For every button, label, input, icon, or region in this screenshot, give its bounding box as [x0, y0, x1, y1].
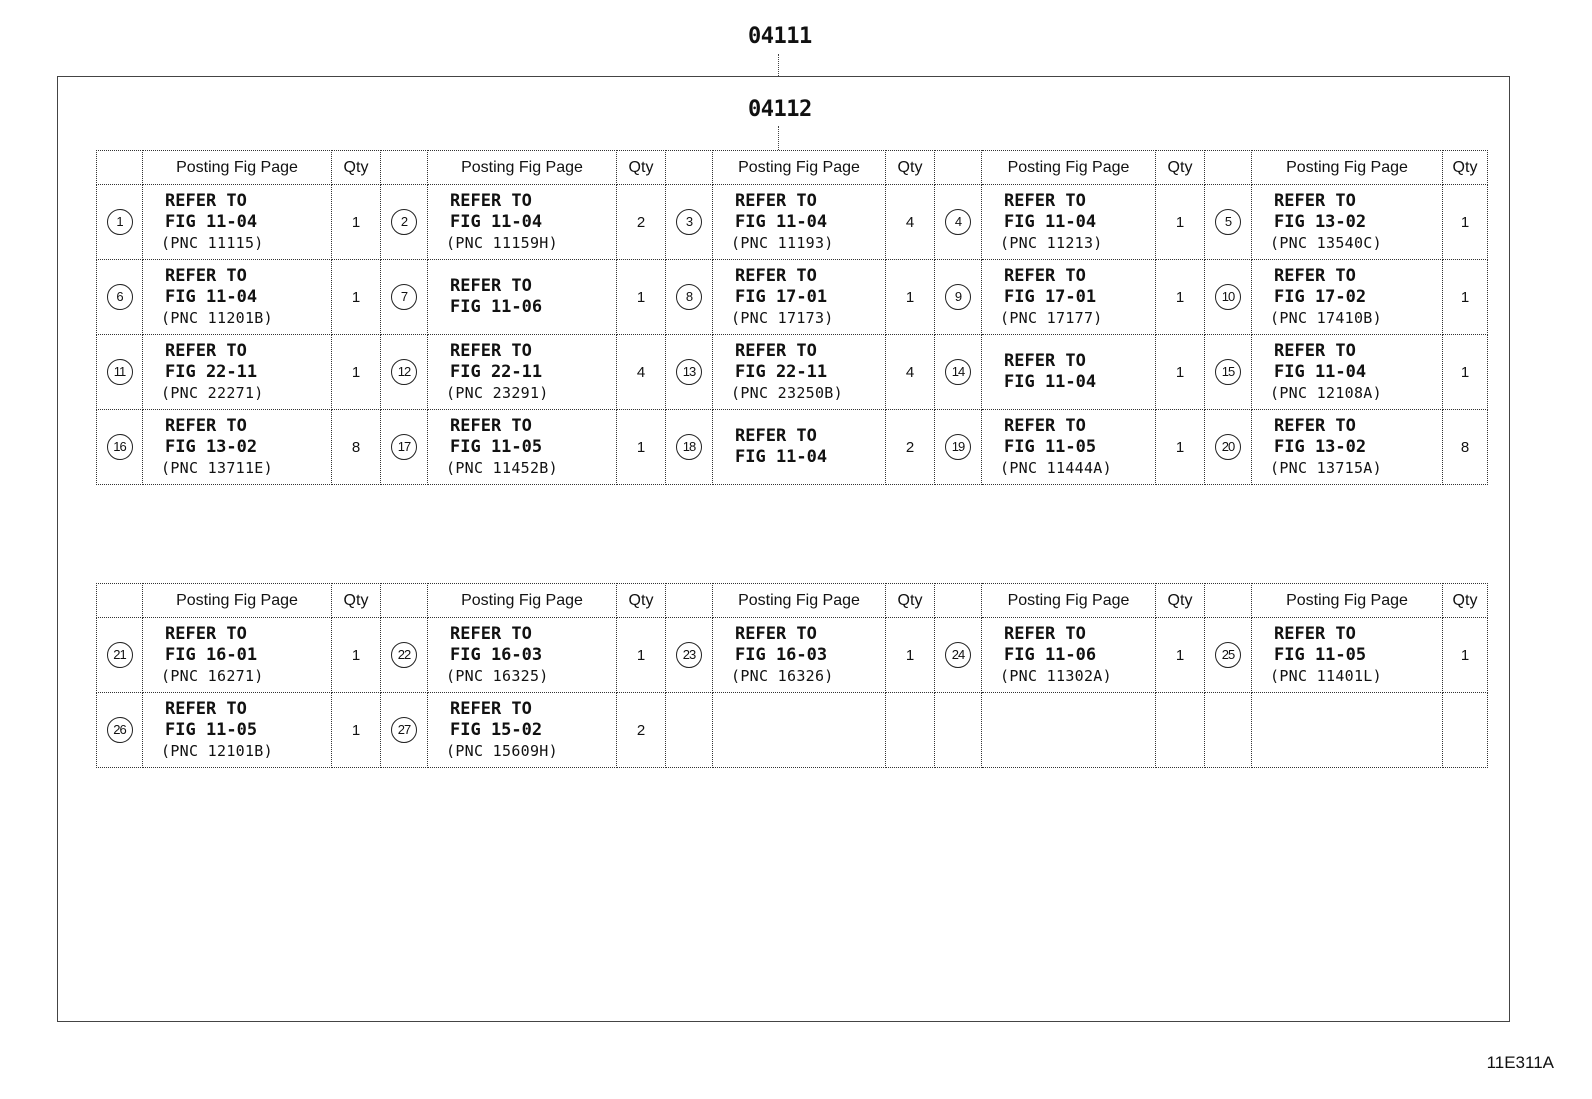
header-qty: Qty [1443, 151, 1488, 185]
reference-cell [143, 410, 332, 485]
quantity-value: 1 [1460, 288, 1470, 306]
table-row [97, 185, 1488, 260]
figure-reference: FIG 11-04 [1004, 211, 1097, 232]
figure-reference: FIG 11-05 [165, 719, 258, 740]
pnc-code: (PNC 11452B) [446, 458, 558, 477]
figure-reference: FIG 11-04 [735, 447, 828, 467]
qty-cell [1156, 693, 1205, 768]
header-posting-fig-page: Posting Fig Page [143, 151, 332, 185]
figure-reference: FIG 16-01 [165, 644, 258, 665]
refer-to-text: REFER TO [165, 698, 247, 719]
callout-cell [935, 410, 982, 485]
figure-reference: FIG 11-05 [450, 436, 543, 457]
refer-to-text: REFER TO [1274, 190, 1356, 211]
callout-cell [97, 185, 143, 260]
header-qty: Qty [617, 584, 666, 618]
callout-number: 15 [1215, 359, 1241, 385]
callout-cell [1205, 335, 1252, 410]
callout-number: 19 [945, 434, 971, 460]
callout-cell [935, 185, 982, 260]
figure-reference: FIG 17-01 [735, 286, 828, 307]
callout-number: 23 [676, 642, 702, 668]
reference-cell [713, 185, 886, 260]
reference-cell [713, 410, 886, 485]
refer-to-text: REFER TO [1004, 351, 1086, 371]
figure-reference: FIG 22-11 [735, 361, 828, 382]
qty-cell [332, 410, 381, 485]
refer-to-text: REFER TO [1004, 190, 1086, 211]
quantity-value: 1 [351, 363, 361, 381]
quantity-value: 8 [1460, 438, 1470, 456]
pnc-code: (PNC 12108A) [1270, 383, 1382, 402]
callout-cell [381, 410, 428, 485]
qty-cell [1156, 618, 1205, 693]
reference-cell [982, 260, 1156, 335]
table-row [97, 335, 1488, 410]
pnc-code: (PNC 22271) [161, 383, 264, 402]
header-num-blank [97, 584, 143, 618]
callout-cell [666, 410, 713, 485]
figure-reference: FIG 17-01 [1004, 286, 1097, 307]
qty-cell [617, 410, 666, 485]
quantity-value: 1 [351, 721, 361, 739]
qty-cell [886, 260, 935, 335]
figure-reference: FIG 13-02 [1274, 211, 1367, 232]
refer-to-text: REFER TO [450, 276, 532, 296]
qty-cell [1443, 335, 1488, 410]
figure-reference: FIG 15-02 [450, 719, 543, 740]
header-num-blank [381, 151, 428, 185]
header-qty: Qty [1443, 584, 1488, 618]
callout-number: 5 [1215, 209, 1241, 235]
callout-number: 12 [391, 359, 417, 385]
header-num-blank [666, 584, 713, 618]
header-row [97, 584, 1488, 618]
header-qty: Qty [886, 151, 935, 185]
pnc-code: (PNC 16326) [731, 666, 834, 685]
qty-cell [617, 693, 666, 768]
header-qty: Qty [1156, 151, 1205, 185]
refer-to-text: REFER TO [1004, 623, 1086, 644]
pnc-code: (PNC 11115) [161, 233, 264, 252]
callout-cell [1205, 185, 1252, 260]
reference-cell [1252, 335, 1443, 410]
quantity-value: 4 [636, 363, 646, 381]
callout-number: 27 [391, 717, 417, 743]
pnc-code: (PNC 17410B) [1270, 308, 1382, 327]
figure-reference: FIG 22-11 [450, 361, 543, 382]
pnc-code: (PNC 17173) [731, 308, 834, 327]
reference-cell [982, 618, 1156, 693]
reference-cell [713, 618, 886, 693]
quantity-value: 1 [1175, 363, 1185, 381]
header-posting-fig-page: Posting Fig Page [428, 584, 617, 618]
quantity-value: 4 [905, 213, 915, 231]
quantity-value: 4 [905, 363, 915, 381]
refer-to-text: REFER TO [1004, 265, 1086, 286]
callout-cell [1205, 410, 1252, 485]
header-row [97, 151, 1488, 185]
reference-cell [713, 260, 886, 335]
callout-number: 8 [676, 284, 702, 310]
callout-number: 16 [107, 434, 133, 460]
callout-number: 18 [676, 434, 702, 460]
quantity-value: 1 [636, 288, 646, 306]
figure-reference: FIG 11-06 [1004, 644, 1097, 665]
header-posting-fig-page: Posting Fig Page [143, 584, 332, 618]
callout-cell [935, 260, 982, 335]
pnc-code: (PNC 11193) [731, 233, 834, 252]
refer-to-text: REFER TO [735, 340, 817, 361]
refer-to-text: REFER TO [450, 190, 532, 211]
qty-cell [1156, 335, 1205, 410]
pnc-code: (PNC 16325) [446, 666, 549, 685]
qty-cell [886, 618, 935, 693]
reference-cell [1252, 693, 1443, 768]
qty-cell [1443, 260, 1488, 335]
reference-cell [143, 693, 332, 768]
refer-to-text: REFER TO [735, 190, 817, 211]
figure-reference: FIG 16-03 [735, 644, 828, 665]
callout-cell [381, 335, 428, 410]
callout-cell [666, 260, 713, 335]
figure-reference: FIG 17-02 [1274, 286, 1367, 307]
refer-to-text: REFER TO [735, 623, 817, 644]
quantity-value: 1 [1175, 288, 1185, 306]
qty-cell [617, 260, 666, 335]
reference-cell [1252, 260, 1443, 335]
refer-to-text: REFER TO [735, 265, 817, 286]
reference-cell [428, 335, 617, 410]
callout-cell [97, 618, 143, 693]
refer-to-text: REFER TO [1274, 623, 1356, 644]
callout-number: 21 [107, 642, 133, 668]
parts-table-2 [96, 583, 1488, 768]
refer-to-text: REFER TO [165, 190, 247, 211]
callout-number: 10 [1215, 284, 1241, 310]
reference-cell [428, 618, 617, 693]
callout-number: 3 [676, 209, 702, 235]
callout-number: 13 [676, 359, 702, 385]
callout-number: 1 [107, 209, 133, 235]
qty-cell [332, 693, 381, 768]
outer-leader-line [778, 54, 779, 76]
pnc-code: (PNC 12101B) [161, 741, 273, 760]
header-posting-fig-page: Posting Fig Page [713, 584, 886, 618]
header-posting-fig-page: Posting Fig Page [1252, 151, 1443, 185]
quantity-value: 1 [351, 646, 361, 664]
quantity-value: 1 [636, 438, 646, 456]
callout-cell [666, 185, 713, 260]
reference-cell [1252, 618, 1443, 693]
qty-cell [1443, 618, 1488, 693]
reference-cell [1252, 185, 1443, 260]
callout-cell [97, 260, 143, 335]
table-row [97, 693, 1488, 768]
refer-to-text: REFER TO [1004, 415, 1086, 436]
callout-cell [935, 693, 982, 768]
reference-cell [428, 693, 617, 768]
pnc-code: (PNC 11201B) [161, 308, 273, 327]
reference-cell [982, 335, 1156, 410]
callout-number: 22 [391, 642, 417, 668]
pnc-code: (PNC 23291) [446, 383, 549, 402]
quantity-value: 1 [1175, 646, 1185, 664]
header-posting-fig-page: Posting Fig Page [428, 151, 617, 185]
qty-cell [1443, 693, 1488, 768]
qty-cell [886, 185, 935, 260]
quantity-value: 1 [351, 288, 361, 306]
figure-reference: FIG 11-05 [1004, 436, 1097, 457]
refer-to-text: REFER TO [1274, 415, 1356, 436]
quantity-value: 8 [351, 438, 361, 456]
qty-cell [1443, 185, 1488, 260]
quantity-value: 1 [636, 646, 646, 664]
callout-cell [1205, 693, 1252, 768]
qty-cell [332, 335, 381, 410]
qty-cell [332, 618, 381, 693]
callout-number: 7 [391, 284, 417, 310]
figure-reference: FIG 11-04 [735, 211, 828, 232]
refer-to-text: REFER TO [450, 698, 532, 719]
inner-leader-line [778, 126, 779, 150]
quantity-value: 2 [636, 721, 646, 739]
figure-code: 11E311A [1486, 1053, 1554, 1072]
refer-to-text: REFER TO [165, 623, 247, 644]
reference-cell [143, 618, 332, 693]
callout-number: 20 [1215, 434, 1241, 460]
callout-cell [1205, 260, 1252, 335]
refer-to-text: REFER TO [450, 623, 532, 644]
figure-reference: FIG 13-02 [1274, 436, 1367, 457]
callout-number: 17 [391, 434, 417, 460]
refer-to-text: REFER TO [1274, 340, 1356, 361]
qty-cell [617, 185, 666, 260]
callout-cell [97, 335, 143, 410]
qty-cell [1156, 260, 1205, 335]
qty-cell [617, 335, 666, 410]
refer-to-text: REFER TO [735, 426, 817, 446]
parts-table-1 [96, 150, 1488, 485]
quantity-value: 2 [636, 213, 646, 231]
header-num-blank [1205, 584, 1252, 618]
header-posting-fig-page: Posting Fig Page [713, 151, 886, 185]
reference-cell [713, 335, 886, 410]
callout-number: 2 [391, 209, 417, 235]
header-num-blank [935, 584, 982, 618]
qty-cell [886, 335, 935, 410]
figure-reference: FIG 11-04 [1004, 372, 1097, 392]
table-row [97, 410, 1488, 485]
table-row [97, 618, 1488, 693]
qty-cell [332, 185, 381, 260]
callout-cell [1205, 618, 1252, 693]
header-posting-fig-page: Posting Fig Page [982, 584, 1156, 618]
header-qty: Qty [617, 151, 666, 185]
pnc-code: (PNC 17177) [1000, 308, 1103, 327]
reference-cell [1252, 410, 1443, 485]
pnc-code: (PNC 11302A) [1000, 666, 1112, 685]
refer-to-text: REFER TO [1274, 265, 1356, 286]
callout-number: 14 [945, 359, 971, 385]
quantity-value: 1 [1460, 363, 1470, 381]
pnc-code: (PNC 11401L) [1270, 666, 1382, 685]
qty-cell [1443, 410, 1488, 485]
pnc-code: (PNC 13715A) [1270, 458, 1382, 477]
quantity-value: 1 [1175, 438, 1185, 456]
pnc-code: (PNC 13540C) [1270, 233, 1382, 252]
quantity-value: 1 [351, 213, 361, 231]
callout-cell [935, 335, 982, 410]
qty-cell [617, 618, 666, 693]
reference-cell [143, 185, 332, 260]
reference-cell [982, 410, 1156, 485]
header-num-blank [97, 151, 143, 185]
table-row [97, 260, 1488, 335]
pnc-code: (PNC 15609H) [446, 741, 558, 760]
callout-cell [381, 693, 428, 768]
refer-to-text: REFER TO [165, 265, 247, 286]
pnc-code: (PNC 11213) [1000, 233, 1103, 252]
callout-cell [381, 185, 428, 260]
figure-reference: FIG 11-05 [1274, 644, 1367, 665]
callout-cell [97, 410, 143, 485]
header-posting-fig-page: Posting Fig Page [1252, 584, 1443, 618]
callout-cell [666, 618, 713, 693]
qty-cell [1156, 410, 1205, 485]
figure-reference: FIG 11-04 [165, 211, 258, 232]
reference-cell [428, 185, 617, 260]
header-num-blank [1205, 151, 1252, 185]
header-qty: Qty [1156, 584, 1205, 618]
reference-cell [428, 260, 617, 335]
refer-to-text: REFER TO [450, 415, 532, 436]
header-num-blank [666, 151, 713, 185]
header-qty: Qty [332, 151, 381, 185]
outer-assembly-label: 04111 [748, 24, 812, 49]
callout-cell [97, 693, 143, 768]
header-qty: Qty [886, 584, 935, 618]
callout-cell [381, 260, 428, 335]
refer-to-text: REFER TO [450, 340, 532, 361]
reference-cell [713, 693, 886, 768]
reference-cell [143, 260, 332, 335]
quantity-value: 1 [1460, 213, 1470, 231]
pnc-code: (PNC 11444A) [1000, 458, 1112, 477]
pnc-code: (PNC 23250B) [731, 383, 843, 402]
callout-number: 4 [945, 209, 971, 235]
figure-reference: FIG 16-03 [450, 644, 543, 665]
callout-number: 25 [1215, 642, 1241, 668]
qty-cell [1156, 185, 1205, 260]
quantity-value: 1 [1175, 213, 1185, 231]
header-posting-fig-page: Posting Fig Page [982, 151, 1156, 185]
quantity-value: 2 [905, 438, 915, 456]
refer-to-text: REFER TO [165, 415, 247, 436]
pnc-code: (PNC 11159H) [446, 233, 558, 252]
qty-cell [332, 260, 381, 335]
callout-cell [666, 335, 713, 410]
reference-cell [143, 335, 332, 410]
callout-number: 26 [107, 717, 133, 743]
figure-reference: FIG 11-04 [1274, 361, 1367, 382]
callout-cell [381, 618, 428, 693]
figure-reference: FIG 13-02 [165, 436, 258, 457]
callout-cell [935, 618, 982, 693]
figure-reference: FIG 22-11 [165, 361, 258, 382]
reference-cell [982, 693, 1156, 768]
figure-reference: FIG 11-04 [450, 211, 543, 232]
figure-reference: FIG 11-04 [165, 286, 258, 307]
qty-cell [886, 693, 935, 768]
header-num-blank [935, 151, 982, 185]
callout-number: 9 [945, 284, 971, 310]
quantity-value: 1 [1460, 646, 1470, 664]
quantity-value: 1 [905, 646, 915, 664]
refer-to-text: REFER TO [165, 340, 247, 361]
pnc-code: (PNC 13711E) [161, 458, 273, 477]
header-qty: Qty [332, 584, 381, 618]
qty-cell [886, 410, 935, 485]
pnc-code: (PNC 16271) [161, 666, 264, 685]
header-num-blank [381, 584, 428, 618]
reference-cell [982, 185, 1156, 260]
callout-number: 24 [945, 642, 971, 668]
callout-cell [666, 693, 713, 768]
reference-cell [428, 410, 617, 485]
figure-reference: FIG 11-06 [450, 297, 543, 317]
inner-assembly-label: 04112 [748, 97, 812, 122]
callout-number: 6 [107, 284, 133, 310]
quantity-value: 1 [905, 288, 915, 306]
callout-number: 11 [107, 359, 133, 385]
